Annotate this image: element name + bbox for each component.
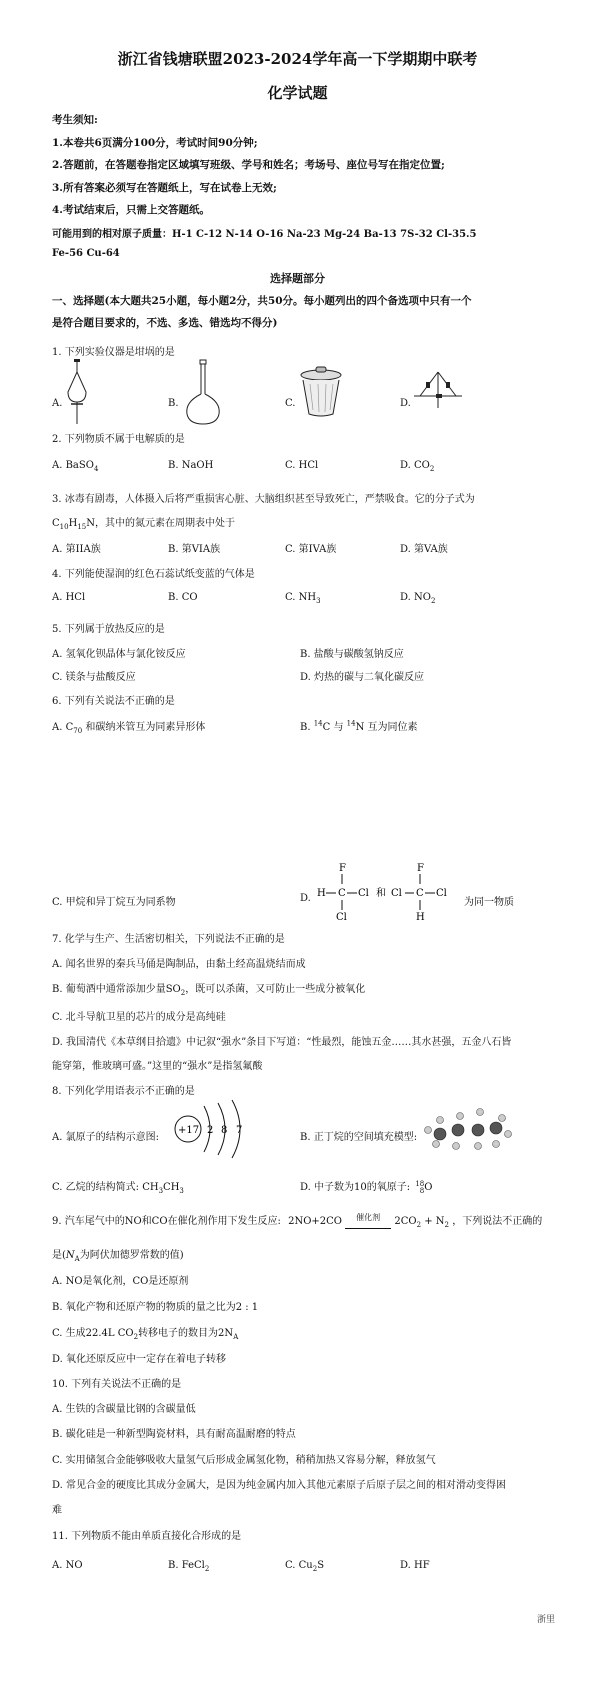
- q3-option-b: B. 第VIA族: [168, 544, 221, 555]
- crucible-icon: [298, 366, 344, 418]
- q3-option-c: C. 第IVA族: [285, 544, 337, 555]
- question-3-stem: 3. 冰毒有剧毒，人体摄入后将严重损害心脏、大脑组织甚至导致死亡，严禁吸食。它的分子式为: [52, 494, 475, 505]
- question-1-stem: 1. 下列实验仪器是坩埚的是: [52, 347, 175, 358]
- question-10-stem: 10. 下列有关说法不正确的是: [52, 1379, 182, 1390]
- q7-option-d-cont: 能穿第，惟玻璃可盛。”这里的“强水”是指氢氟酸: [52, 1061, 263, 1072]
- atom-c: C: [416, 888, 424, 899]
- q11-option-b: B. FeCl$_2$: [168, 1560, 210, 1573]
- exam-title: 浙江省钱塘联盟2023-2024学年高一下学期期中联考: [117, 50, 478, 68]
- q8-option-b: B. 正丁烷的空间填充模型:: [300, 1132, 418, 1143]
- question-9-stem-cont: 是($N_A$为阿伏加德罗常数的值): [52, 1250, 184, 1263]
- q9-option-a: A. NO是氧化剂，CO是还原剂: [52, 1276, 189, 1287]
- q4-option-c: C. $NH_3$: [285, 592, 321, 605]
- butane-space-filling-model: [422, 1104, 512, 1152]
- question-3-stem-cont: $C_{10}H_{15}N$，其中的氮元素在周期表中处于: [52, 518, 235, 531]
- q10-option-b: B. 碳化硅是一种新型陶瓷材料，具有耐高温耐磨的特点: [52, 1429, 296, 1440]
- question-11-stem: 11. 下列物质不能由单质直接化合形成的是: [52, 1531, 242, 1542]
- q9-option-d: D. 氧化还原反应中一定存在着电子转移: [52, 1354, 227, 1365]
- section-desc: 一、选择题(本大题共25小题，每小题2分，共50分。每小题列出的四个备选项中只有一个: [52, 295, 472, 307]
- q1-option-b-label: B.: [168, 398, 179, 409]
- question-8-stem: 8. 下列化学用语表示不正确的是: [52, 1086, 195, 1097]
- notice-item: 2.答题前，在答题卷指定区域填写班级、学号和姓名；考场号、座位号写在指定位置;: [52, 159, 445, 171]
- atomic-number: 8: [419, 1186, 425, 1195]
- atom-f: F: [417, 863, 424, 874]
- q7-option-c: C. 北斗导航卫星的芯片的成分是高纯硅: [52, 1012, 226, 1023]
- exam-subtitle: 化学试题: [267, 84, 328, 102]
- q11-option-d: D. HF: [400, 1560, 430, 1571]
- q6-option-a: A. $C_{70}$ 和碳纳米管互为同素异形体: [52, 722, 206, 735]
- nucleus-charge: +17: [178, 1125, 200, 1136]
- q1-option-d-label: D.: [400, 398, 411, 409]
- q3-option-d: D. 第VA族: [400, 544, 448, 555]
- volumetric-flask-icon: [183, 358, 223, 426]
- atom-f: F: [339, 863, 346, 874]
- q8-option-a: A. 氯原子的结构示意图:: [52, 1132, 159, 1143]
- clay-triangle-icon: [412, 368, 464, 410]
- q10-option-a: A. 生铁的含碳量比钢的含碳量低: [52, 1404, 196, 1415]
- q10-option-d: D. 常见合金的硬度比其成分金属大，是因为纯金属内加入其他元素原子后原子层之间的相对滑动变得困: [52, 1480, 507, 1491]
- q5-option-b: B. 盐酸与碳酸氢钠反应: [300, 649, 404, 660]
- conjunction-and: 和: [376, 888, 386, 899]
- atom-cl: Cl: [358, 888, 369, 899]
- q4-option-d: D. $NO_2$: [400, 592, 436, 605]
- shell-electrons: 2: [207, 1125, 214, 1136]
- chlorine-atom-structure-diagram: [170, 1098, 266, 1160]
- question-9-stem: 9. 汽车尾气中的NO和CO在催化剂作用下发生反应: 2NO+2CO 催化剂 $2CO_2 + N_2$ ，下列说法不正确的: [52, 1213, 543, 1229]
- notice-item: 1.本卷共6页满分100分，考试时间90分钟;: [52, 137, 258, 149]
- q9-option-c: C. 生成22.4L $CO_2$转移电子的数目为$2N_A$: [52, 1328, 239, 1341]
- atomic-masses: 可能用到的相对原子质量：H-1 C-12 N-14 O-16 Na-23 Mg-24 Ba-13 7S-32 Cl-35.5: [52, 229, 477, 240]
- shell-electrons: 7: [236, 1125, 243, 1136]
- q2-option-a: A. BaSO$_4$: [52, 460, 99, 473]
- q11-option-a: A. NO: [52, 1560, 83, 1571]
- q6-structural-formulas: [314, 860, 464, 924]
- mass-number: 18: [415, 1179, 425, 1188]
- q10-option-c: C. 实用储氢合金能够吸收大量氢气后形成金属氢化物，稍稍加热又容易分解，释放氢气: [52, 1455, 436, 1466]
- atom-h: H: [416, 912, 425, 923]
- q2-option-d: D. $CO_2$: [400, 460, 435, 473]
- q11-option-c: C. $Cu_2S$: [285, 1560, 325, 1573]
- q6-option-d-label: D.: [300, 893, 311, 904]
- q8-option-d: D. 中子数为10的氧原子: 18 8O: [300, 1179, 433, 1195]
- q5-option-d: D. 灼热的碳与二氧化碳反应: [300, 672, 425, 683]
- question-4-stem: 4. 下列能使湿润的红色石蕊试纸变蓝的气体是: [52, 569, 255, 580]
- atom-cl: Cl: [436, 888, 447, 899]
- q4-option-b: B. CO: [168, 592, 198, 603]
- q4-option-a: A. HCl: [52, 592, 86, 603]
- q7-option-d: D. 我国清代《本草纲目拾遗》中记叙“强水”条目下写道：“性最烈，能蚀五金……其水甚强，五金八石皆: [52, 1037, 512, 1048]
- q9-option-b: B. 氧化产物和还原产物的物质的量之比为2 : 1: [52, 1302, 259, 1313]
- question-7-stem: 7. 化学与生产、生活密切相关，下列说法不正确的是: [52, 934, 285, 945]
- q7-option-b: B. 葡萄酒中通常添加少量$SO_2$，既可以杀菌，又可防止一些成分被氧化: [52, 984, 366, 997]
- reaction-arrow: [345, 1228, 391, 1229]
- question-6-stem: 6. 下列有关说法不正确的是: [52, 696, 175, 707]
- q2-option-b: B. NaOH: [168, 460, 214, 471]
- section-desc-cont: 是符合题目要求的，不选、多选、错选均不得分): [52, 317, 278, 329]
- atomic-masses-cont: Fe-56 Cu-64: [52, 248, 120, 259]
- q5-option-c: C. 镁条与盐酸反应: [52, 672, 136, 683]
- atom-cl: Cl: [336, 912, 347, 923]
- q8-option-c: C. 乙烷的结构简式: $CH_3CH_3$: [52, 1182, 184, 1195]
- section-title: 选择题部分: [270, 272, 325, 285]
- q5-option-a: A. 氢氧化钡晶体与氯化铵反应: [52, 649, 186, 660]
- page-footer: 浙里: [536, 1615, 555, 1625]
- question-5-stem: 5. 下列属于放热反应的是: [52, 624, 165, 635]
- question-2-stem: 2. 下列物质不属于电解质的是: [52, 434, 185, 445]
- q2-option-c: C. HCl: [285, 460, 319, 471]
- atom-h: H: [317, 888, 326, 899]
- q1-option-a-label: A.: [52, 398, 63, 409]
- q6-option-b: B. $^{14}$C 与 $^{14}$N 互为同位素: [300, 719, 418, 733]
- catalyst-label: 催化剂: [356, 1213, 381, 1222]
- notice-item: 3.所有答案必须写在答题纸上，写在试卷上无效;: [52, 182, 277, 194]
- shell-electrons: 8: [221, 1125, 228, 1136]
- q6-option-d-tail: 为同一物质: [464, 897, 514, 908]
- q7-option-a: A. 闻名世界的秦兵马俑是陶制品，由黏土经高温烧结而成: [52, 959, 306, 970]
- notice-heading: 考生须知:: [52, 114, 98, 126]
- q1-option-c-label: C.: [285, 398, 296, 409]
- q10-option-d-cont: 难: [52, 1505, 62, 1516]
- q6-option-c: C. 甲烷和异丁烷互为同系物: [52, 897, 176, 908]
- notice-item: 4.考试结束后，只需上交答题纸。: [52, 204, 210, 216]
- atom-cl: Cl: [391, 888, 402, 899]
- q3-option-a: A. 第IIA族: [52, 544, 101, 555]
- separatory-funnel-icon: [62, 358, 92, 426]
- atom-c: C: [338, 888, 346, 899]
